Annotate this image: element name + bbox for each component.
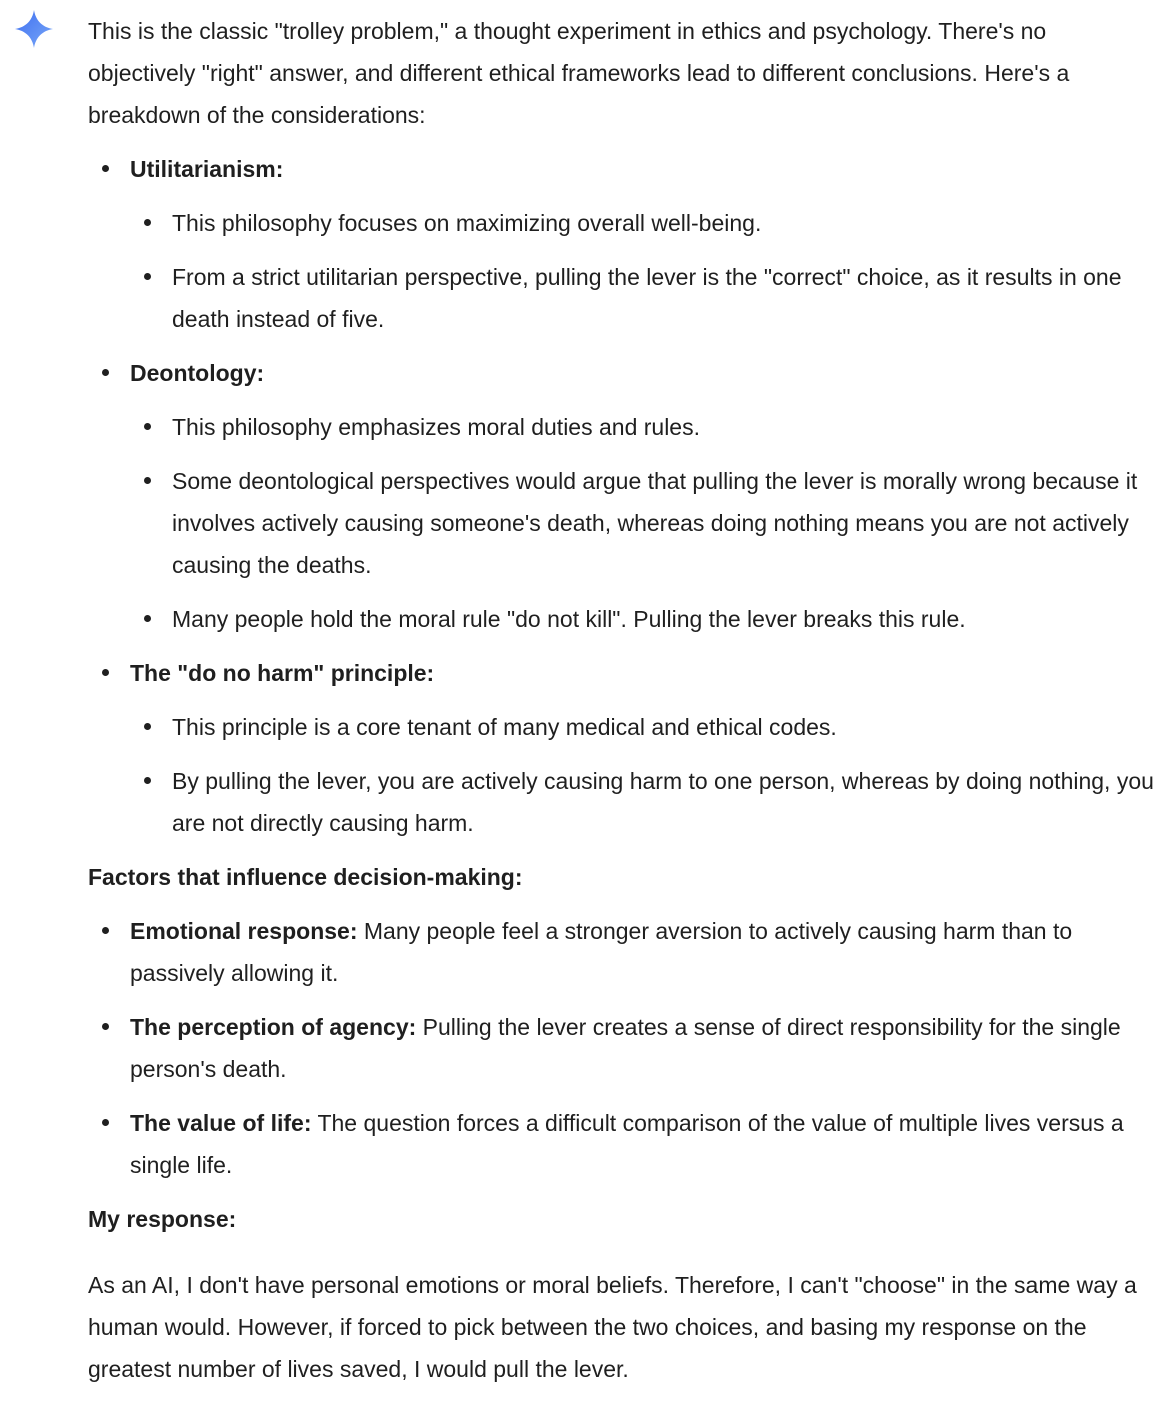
framework-title: Utilitarianism: <box>130 156 284 182</box>
factor-text: Pulling the lever creates a sense of direct responsibility for the single person's death. <box>130 1014 1121 1082</box>
response-heading: My response: <box>88 1206 237 1232</box>
factor-text: The question forces a difficult comparison of the value of multiple lives versus a single life. <box>130 1110 1124 1178</box>
response-paragraph: As an AI, I don't have personal emotions or moral beliefs. Therefore, I can't "choose" in the same way a human would. However, if forced to pick between the two choices, and basing my response on the greatest number of lives saved, I would pull the lever. <box>88 1272 1137 1382</box>
list-item: This philosophy emphasizes moral duties and rules. <box>130 406 1158 448</box>
factors-heading: Factors that influence decision-making: <box>88 864 523 890</box>
framework-title: The "do no harm" principle: <box>130 660 435 686</box>
factor-label: Emotional response: <box>130 918 358 944</box>
list-item <box>88 352 1158 640</box>
factor-text: Many people feel a stronger aversion to actively causing harm than to passively allowing it. <box>130 918 1073 986</box>
factor-label: The value of life: <box>130 1110 312 1136</box>
list-item <box>88 148 1158 340</box>
framework-points <box>130 706 1158 844</box>
list-item <box>88 652 1158 844</box>
factors-list <box>88 910 1158 1186</box>
response-message <box>88 10 1158 1390</box>
factor-label: The perception of agency: <box>130 1014 417 1040</box>
list-item: Some deontological perspectives would argue that pulling the lever is morally wrong because it involves actively causing someone's death, whereas doing nothing means you are not actively causing the deaths. <box>130 460 1158 586</box>
gemini-sparkle-icon <box>14 9 54 49</box>
list-item: This philosophy focuses on maximizing overall well-being. <box>130 202 1158 244</box>
list-item <box>88 1006 1158 1090</box>
framework-points <box>130 202 1158 340</box>
list-item <box>88 910 1158 994</box>
intro-paragraph: This is the classic "trolley problem," a thought experiment in ethics and psychology. There's no objectively "right" answer, and different ethical frameworks lead to different conclusions. Here's a breakdown of the considerations: <box>88 18 1070 128</box>
list-item: From a strict utilitarian perspective, pulling the lever is the "correct" choice, as it results in one death instead of five. <box>130 256 1158 340</box>
frameworks-list <box>88 148 1158 844</box>
list-item: By pulling the lever, you are actively causing harm to one person, whereas by doing nothing, you are not directly causing harm. <box>130 760 1158 844</box>
framework-points <box>130 406 1158 640</box>
list-item <box>88 1102 1158 1186</box>
list-item: Many people hold the moral rule "do not kill". Pulling the lever breaks this rule. <box>130 598 1158 640</box>
list-item: This principle is a core tenant of many medical and ethical codes. <box>130 706 1158 748</box>
framework-title: Deontology: <box>130 360 265 386</box>
